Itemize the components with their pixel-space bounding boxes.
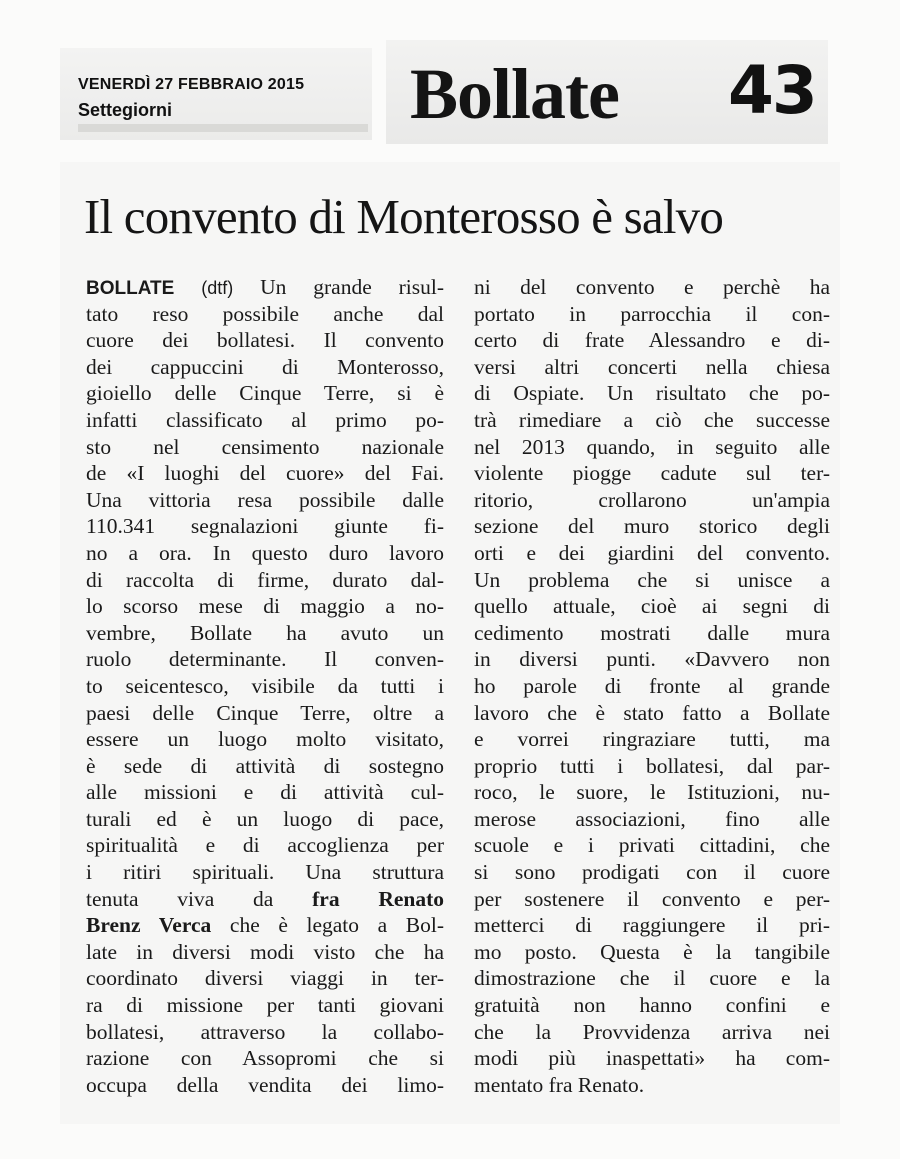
text-line: proprio tutti i bollatesi, dal par- — [474, 753, 830, 778]
text-line: versi altri concerti nella chiesa — [474, 354, 830, 379]
text-line: violente piogge cadute sul ter- — [474, 461, 830, 486]
text-line: che la Provvidenza arriva nei — [474, 1019, 830, 1044]
text-line: coordinato diversi viaggi in ter- — [86, 966, 444, 991]
text-line: è sede di attività di sostegno — [86, 753, 444, 778]
text-line: bollatesi, attraverso la collabo- — [86, 1019, 444, 1044]
issue-date: VENERDÌ 27 FEBBRAIO 2015 — [78, 76, 305, 93]
text-line: trà rimediare a ciò che successe — [474, 407, 830, 432]
text-line: orti e dei giardini del convento. — [474, 540, 830, 565]
page-number: 43 — [728, 52, 816, 129]
text-line: portato in parrocchia il con- — [474, 301, 830, 326]
text-line: infatti classificato al primo po- — [86, 407, 444, 432]
text-line: 110.341 segnalazioni giunte fi- — [86, 514, 444, 539]
text-line: de «I luoghi del cuore» del Fai. — [86, 461, 444, 486]
text-line: e vorrei ringraziare tutti, ma — [474, 727, 830, 752]
text-line: sezione del muro storico degli — [474, 514, 830, 539]
text-line: ni del convento e perchè ha — [474, 275, 830, 299]
text-line: turali ed è un luogo di pace, — [86, 806, 444, 831]
text-line-content: tenuta viva da — [86, 886, 274, 911]
text-line: paesi delle Cinque Terre, oltre a — [86, 700, 444, 725]
text-line: dei cappuccini di Monterosso, — [86, 354, 444, 379]
article-column-1 — [86, 274, 444, 1098]
text-line: to seicentesco, visibile da tutti i — [86, 673, 444, 698]
text-line: lavoro che è stato fatto a Bollate — [474, 700, 830, 725]
text-line: ruolo determinante. Il conven- — [86, 647, 444, 672]
text-line: merose associazioni, fino alle — [474, 806, 830, 831]
text-line: quello attuale, cioè ai segni di — [474, 594, 830, 619]
text-line: late in diversi modi visto che ha — [86, 939, 444, 964]
text-line: gratuità non hanno confini e — [474, 993, 830, 1018]
text-line: Una vittoria resa possibile dalle — [86, 487, 444, 512]
text-line: si sono prodigati con il cuore — [474, 860, 830, 885]
text-line — [86, 274, 444, 301]
text-line: cuore dei bollatesi. Il convento — [86, 328, 444, 353]
text-line: no a ora. In questo duro lavoro — [86, 540, 444, 565]
text-line: di raccolta di firme, durato dal- — [86, 567, 444, 592]
text-line: i ritiri spirituali. Una struttura — [86, 860, 444, 885]
text-line: certo di frate Alessandro e di- — [474, 328, 830, 353]
author-initials: (dtf) — [201, 278, 234, 298]
text-line: lo scorso mese di maggio a no- — [86, 594, 444, 619]
text-line: sto nel censimento nazionale — [86, 434, 444, 459]
text-line: alle missioni e di attività cul- — [86, 780, 444, 805]
text-line: razione con Assopromi che si — [86, 1046, 444, 1071]
text-line: Un problema che si unisce a — [474, 567, 830, 592]
text-line: in diversi punti. «Davvero non — [474, 647, 830, 672]
text-line: vembre, Bollate ha avuto un — [86, 620, 444, 645]
text-line: di Ospiate. Un risultato che po- — [474, 381, 830, 406]
text-line: modi più inaspettati» ha com- — [474, 1046, 830, 1071]
text-line-content: Un grande risul- — [260, 275, 445, 299]
person-name: fra Renato — [312, 886, 445, 911]
person-name: Brenz Verca — [86, 913, 212, 938]
text-line: spiritualità e di accoglienza per — [86, 833, 444, 858]
article-column-2 — [474, 274, 830, 1098]
publication-name: Settegiorni — [78, 100, 173, 120]
masthead-underline — [78, 124, 368, 132]
text-line: ho parole di fronte al grande — [474, 673, 830, 698]
text-line-content: che è legato a Bol- — [229, 913, 444, 938]
text-line: metterci di raggiungere il pri- — [474, 913, 830, 938]
text-line: per sostenere il convento e per- — [474, 886, 830, 911]
text-line: scuole e i privati cittadini, che — [474, 833, 830, 858]
text-line: mo posto. Questa è la tangibile — [474, 939, 830, 964]
dateline: BOLLATE — [86, 278, 175, 299]
text-line: gioiello delle Cinque Terre, si è — [86, 381, 444, 406]
text-line: essere un luogo molto visitato, — [86, 727, 444, 752]
text-line: occupa della vendita dei limo- — [86, 1072, 444, 1097]
text-line: roco, le suore, le Istituzioni, nu- — [474, 780, 830, 805]
article-headline: Il convento di Monterosso è salvo — [84, 189, 724, 244]
section-title: Bollate — [410, 54, 619, 134]
text-line: ra di missione per tanti giovani — [86, 993, 444, 1018]
text-line — [86, 886, 444, 913]
text-line: dimostrazione che il cuore e la — [474, 966, 830, 991]
text-line: mentato fra Renato. — [474, 1072, 645, 1097]
text-line: ritorio, crollarono un'ampia — [474, 487, 830, 512]
text-line — [86, 912, 444, 939]
text-line: tato reso possibile anche dal — [86, 301, 444, 326]
text-line: nel 2013 quando, in seguito alle — [474, 434, 830, 459]
text-line: cedimento mostrati dalle mura — [474, 620, 830, 645]
